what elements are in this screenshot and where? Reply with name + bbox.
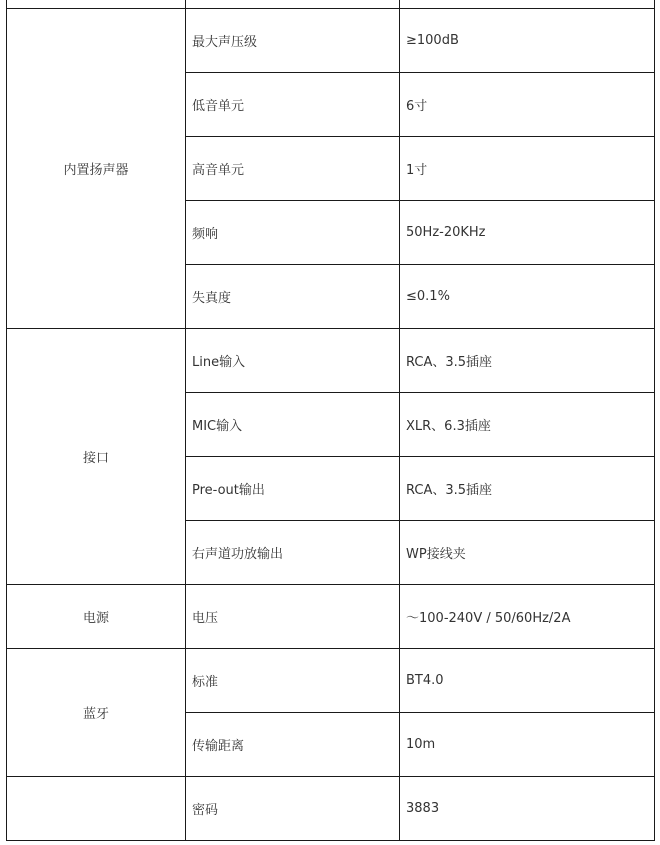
value-cell: RCA、3.5插座 — [400, 329, 655, 393]
param-cell — [186, 0, 400, 9]
category-cell-speaker: 内置扬声器 — [7, 9, 186, 329]
spec-table — [6, 0, 655, 841]
table-row — [7, 9, 655, 73]
param-cell: Pre-out输出 — [186, 457, 400, 521]
category-cell — [7, 777, 186, 841]
param-cell: 右声道功放输出 — [186, 521, 400, 585]
value-cell: 3883 — [400, 777, 655, 841]
param-cell: 标准 — [186, 649, 400, 713]
param-cell: 高音单元 — [186, 137, 400, 201]
value-cell: RCA、3.5插座 — [400, 457, 655, 521]
value-cell — [400, 0, 655, 9]
value-cell: BT4.0 — [400, 649, 655, 713]
param-cell: 密码 — [186, 777, 400, 841]
value-cell: 6寸 — [400, 73, 655, 137]
param-cell: 频响 — [186, 201, 400, 265]
value-cell: 10m — [400, 713, 655, 777]
category-cell-bluetooth: 蓝牙 — [7, 649, 186, 777]
param-cell: 低音单元 — [186, 73, 400, 137]
value-cell: XLR、6.3插座 — [400, 393, 655, 457]
value-cell: ～100-240V / 50/60Hz/2A — [400, 585, 655, 649]
param-cell: 最大声压级 — [186, 9, 400, 73]
table-row — [7, 777, 655, 841]
param-cell: Line输入 — [186, 329, 400, 393]
value-cell: WP接线夹 — [400, 521, 655, 585]
param-cell: 电压 — [186, 585, 400, 649]
value-cell: ≥100dB — [400, 9, 655, 73]
category-cell-power: 电源 — [7, 585, 186, 649]
table-row — [7, 585, 655, 649]
category-cell — [7, 0, 186, 9]
param-cell: MIC输入 — [186, 393, 400, 457]
table-row — [7, 649, 655, 713]
table-row — [7, 329, 655, 393]
category-cell-interface: 接口 — [7, 329, 186, 585]
value-cell: ≤0.1% — [400, 265, 655, 329]
param-cell: 传输距离 — [186, 713, 400, 777]
param-cell: 失真度 — [186, 265, 400, 329]
table-row — [7, 0, 655, 9]
value-cell: 50Hz-20KHz — [400, 201, 655, 265]
value-cell: 1寸 — [400, 137, 655, 201]
